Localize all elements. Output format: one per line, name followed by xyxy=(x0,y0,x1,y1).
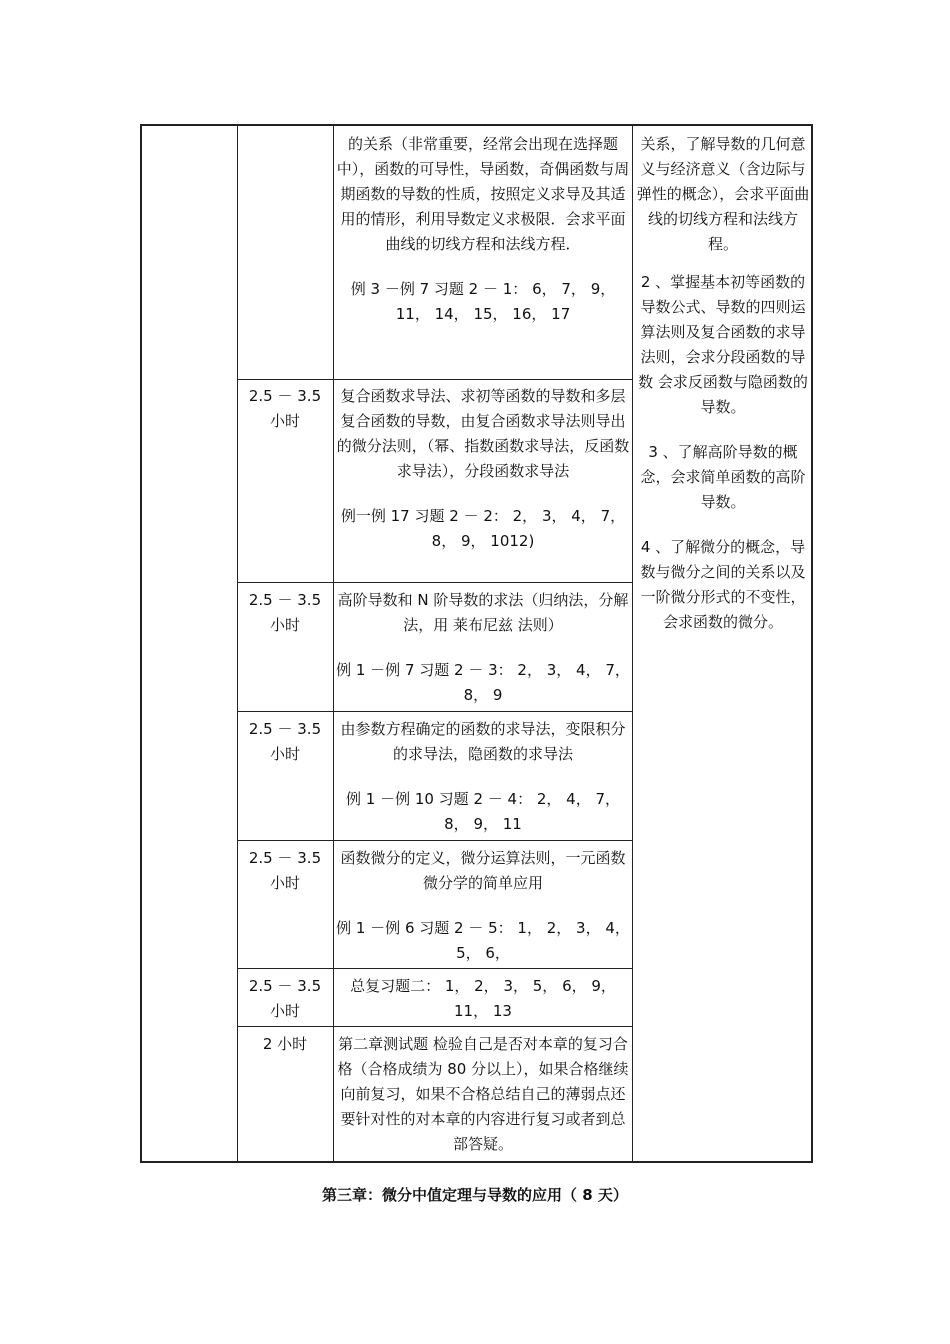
row-time: 2.5 － 3.5 小时 xyxy=(248,591,322,634)
row-time: 2 小时 xyxy=(262,1035,308,1053)
table-row xyxy=(336,384,630,554)
col-divider-3 xyxy=(632,124,633,1163)
row-examples: 例 1 －例 6 习题 2 － 5： 1， 2， 3， 4， 5， 6， xyxy=(336,919,630,962)
chapter-heading: 第三章：微分中值定理与导数的应用（ 8 天） xyxy=(322,1186,628,1204)
row-divider xyxy=(237,582,633,583)
row-divider xyxy=(237,840,633,841)
goals-column xyxy=(636,132,810,635)
row-examples: 例 1 －例 7 习题 2 － 3： 2， 3， 4， 7， 8， 9 xyxy=(336,661,630,704)
table-row xyxy=(336,846,630,966)
table-row xyxy=(336,974,630,1024)
col-divider-1 xyxy=(237,124,238,1163)
row-divider xyxy=(237,1026,633,1027)
row-divider xyxy=(237,711,633,712)
row-content: 总复习题二： 1， 2， 3， 5， 6， 9， 11， 13 xyxy=(350,977,616,1020)
table-row xyxy=(336,588,630,708)
row-time: 2.5 － 3.5 小时 xyxy=(248,849,322,892)
table-row xyxy=(336,132,630,327)
goal-item: 3 、了解高阶导数的概念，会求简单函数的高阶导数。 xyxy=(640,443,806,511)
row-divider xyxy=(237,968,633,969)
row-divider xyxy=(237,379,633,380)
row-content: 高阶导数和 N 阶导数的求法（归纳法，分解法，用 莱布尼兹 法则） xyxy=(337,591,629,634)
row-content: 的关系（非常重要，经常会出现在选择题中），函数的可导性，导函数，奇偶函数与周期函数的导数的性质，按照定义求导及其适用的情形，利用导数定义求极限．会求平面曲线的切线方程和法线方程． xyxy=(336,135,630,253)
row-content: 函数微分的定义，微分运算法则，一元函数微分学的简单应用 xyxy=(340,849,626,892)
goal-item: 4 、了解微分的概念，导数与微分之间的关系以及一阶微分形式的不变性，会求函数的微分。 xyxy=(640,538,806,631)
row-time: 2.5 － 3.5 小时 xyxy=(248,720,322,763)
col-divider-2 xyxy=(333,124,334,1163)
row-content: 复合函数求导法、求初等函数的导数和多层复合函数的导数，由复合函数求导法则导出的微分法则，（幂、指数函数求导法，反函数求导法），分段函数求导法 xyxy=(336,387,630,480)
row-time: 2.5 － 3.5 小时 xyxy=(248,387,322,430)
row-content: 由参数方程确定的函数的求导法，变限积分的求导法，隐函数的求导法 xyxy=(340,720,626,763)
goal-item: 关系，了解导数的几何意义与经济意义（含边际与弹性的概念），会求平面曲线的切线方程和法线方程。 xyxy=(636,135,810,253)
row-examples: 例 3 －例 7 习题 2 － 1： 6， 7， 9， 11， 14， 15， 16， 17 xyxy=(350,280,616,323)
goal-item: 2 、掌握基本初等函数的导数公式、导数的四则运算法则及复合函数的求导法则，会求分段函数的导数 会求反函数与隐函数的导数。 xyxy=(638,273,808,416)
table-row xyxy=(336,717,630,837)
table-row xyxy=(336,1032,630,1157)
row-content: 第二章测试题 检验自己是否对本章的复习合格（合格成绩为 80 分以上），如果合格继续向前复习，如果不合格总结自己的薄弱点还要针对性的对本章的内容进行复习或者到总部答疑。 xyxy=(337,1035,629,1153)
row-time: 2.5 － 3.5 小时 xyxy=(248,977,322,1020)
row-examples: 例一例 17 习题 2 － 2： 2， 3， 4， 7， 8， 9， 1012) xyxy=(340,507,626,550)
row-examples: 例 1 －例 10 习题 2 － 4： 2， 4， 7， 8， 9， 11 xyxy=(345,790,621,833)
